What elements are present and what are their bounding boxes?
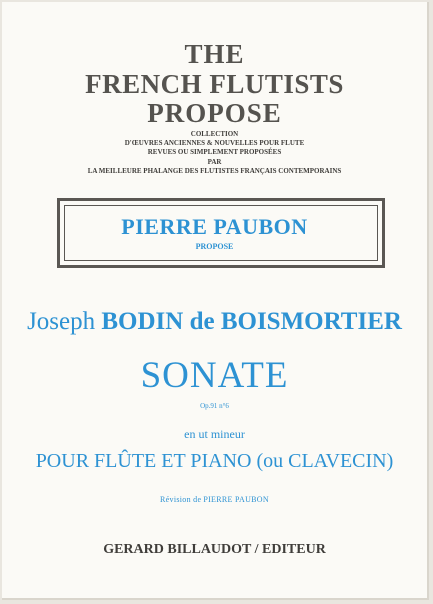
composer-name <box>2 308 427 336</box>
editor-subtitle: PROPOSE <box>195 242 234 251</box>
collection-line-1: COLLECTION <box>190 130 239 138</box>
series-title-line-1: THE <box>184 39 245 69</box>
revision-name: PIERRE PAUBON <box>203 495 269 504</box>
collection-line-2: D'ŒUVRES ANCIENNES & NOUVELLES POUR FLUTE <box>124 139 305 147</box>
instrumentation: POUR FLÛTE ET PIANO (ou CLAVECIN) <box>35 450 394 472</box>
revision-credit <box>2 495 427 504</box>
score-cover <box>2 2 429 600</box>
composer-first-name: Joseph <box>27 308 96 335</box>
collection-line-4: PAR <box>207 158 222 166</box>
revision-label: Révision de <box>160 495 202 504</box>
opus-number: Op.91 n°6 <box>200 402 229 410</box>
publisher-name: GERARD BILLAUDOT / EDITEUR <box>103 542 326 557</box>
collection-line-5: LA MEILLEURE PHALANGE DES FLUTISTES FRANÇAIS CONTEMPORAINS <box>87 167 342 175</box>
composer-last-name: BODIN de BOISMORTIER <box>101 308 402 335</box>
work-title: SONATE <box>140 355 289 396</box>
editor-name: PIERRE PAUBON <box>121 214 308 239</box>
series-title-line-3: PROPOSE <box>147 98 282 128</box>
series-title-line-2: FRENCH FLUTISTS <box>85 69 344 99</box>
work-key: en ut mineur <box>184 427 245 441</box>
collection-line-3: REVUES OU SIMPLEMENT PROPOSÉES <box>147 148 282 156</box>
